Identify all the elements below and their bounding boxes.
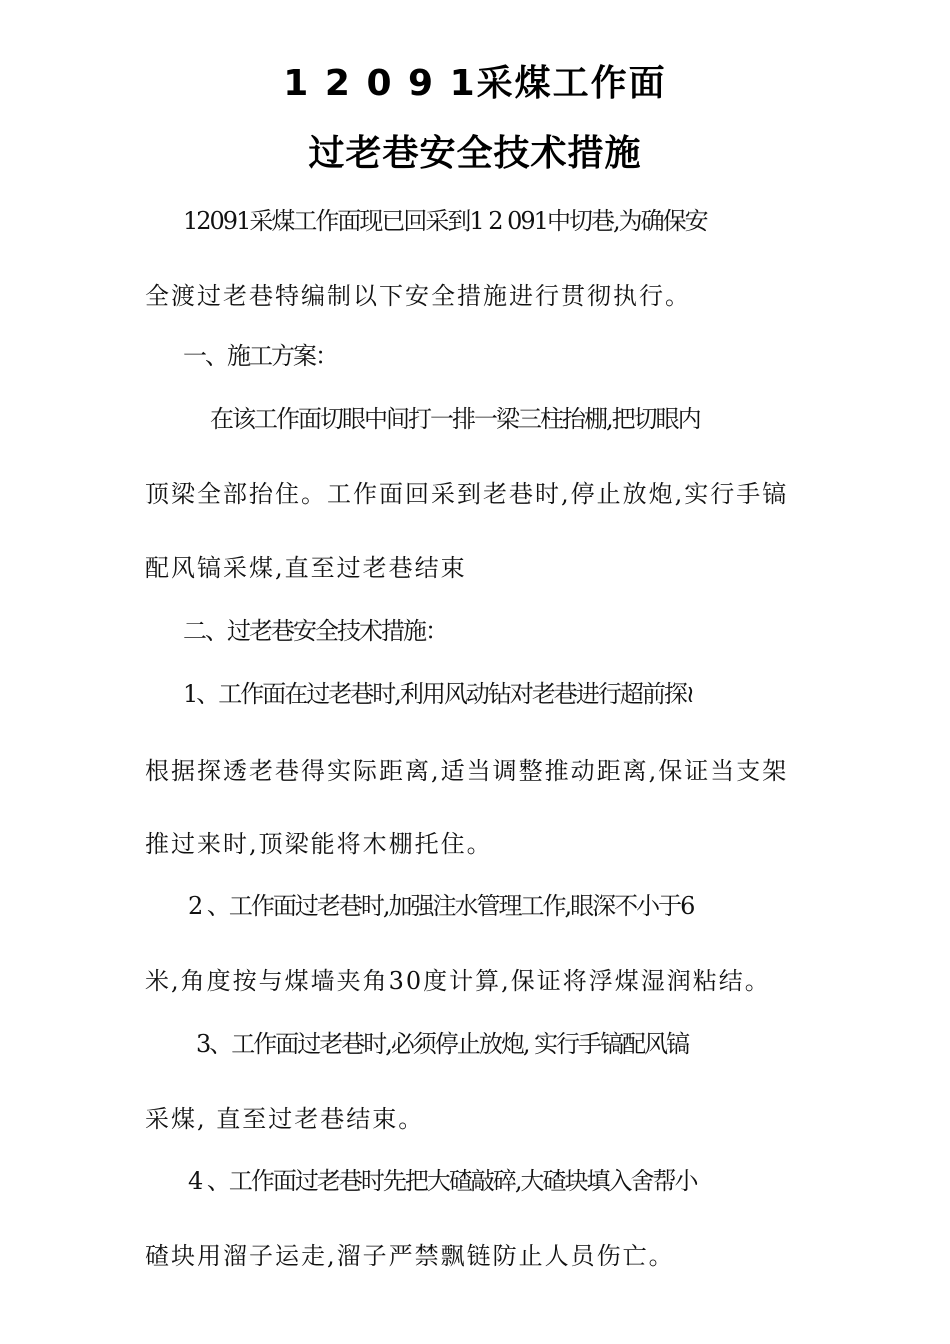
document-subtitle: 过老巷安全技术措施 bbox=[308, 133, 642, 174]
paragraph-plan-line-1: 在该工作面切眼中间打一排一梁三柱抬棚,把切眼内 bbox=[210, 405, 700, 433]
section-heading-construction-plan: 一、施工方案： bbox=[183, 342, 337, 370]
paragraph-intro-line-2: 全渡过老巷特编制以下安全措施进行贯彻执行。 bbox=[145, 282, 691, 310]
measure-3-line-1: 3、工作面过老巷时,必须停止放炮, 实行手镐配风镐 bbox=[196, 1030, 689, 1058]
measure-1-line-3: 推过来时,顶梁能将木棚托住。 bbox=[145, 830, 493, 858]
measure-1-line-2: 根据探透老巷得实际距离,适当调整推动距离,保证当支架 bbox=[145, 757, 789, 785]
document-title: 1 2 0 9 1采煤工作面 bbox=[283, 63, 667, 104]
section-heading-safety-measures: 二、过老巷安全技术措施： bbox=[183, 617, 447, 645]
paragraph-plan-line-2: 顶梁全部抬住。工作面回采到老巷时,停止放炮,实行手镐 bbox=[145, 480, 789, 508]
measure-4-line-2: 碴块用溜子运走,溜子严禁飘链防止人员伤亡。 bbox=[145, 1242, 675, 1270]
paragraph-plan-line-3: 配风镐采煤,直至过老巷结束 bbox=[145, 554, 467, 582]
measure-1-line-1: 1、工作面在过老巷时,利用风动钻对老巷进行超前探≀ bbox=[183, 680, 693, 708]
measure-2-line-1: 2 、工作面过老巷时,加强注水管理工作,眼深不小于6 bbox=[188, 892, 694, 920]
measure-2-line-2: 米,角度按与煤墙夹角30度计算,保证将浮煤湿润粘结。 bbox=[145, 967, 771, 995]
measure-4-line-1: 4 、工作面过老巷时先把大碴敲碎,大碴块填入舍帮小 bbox=[188, 1167, 697, 1195]
measure-3-line-2: 采煤, 直至过老巷结束。 bbox=[145, 1105, 425, 1133]
paragraph-intro-line-1: 12091采煤工作面现已回采到1 2 091中切巷,为确保安 bbox=[183, 207, 707, 235]
